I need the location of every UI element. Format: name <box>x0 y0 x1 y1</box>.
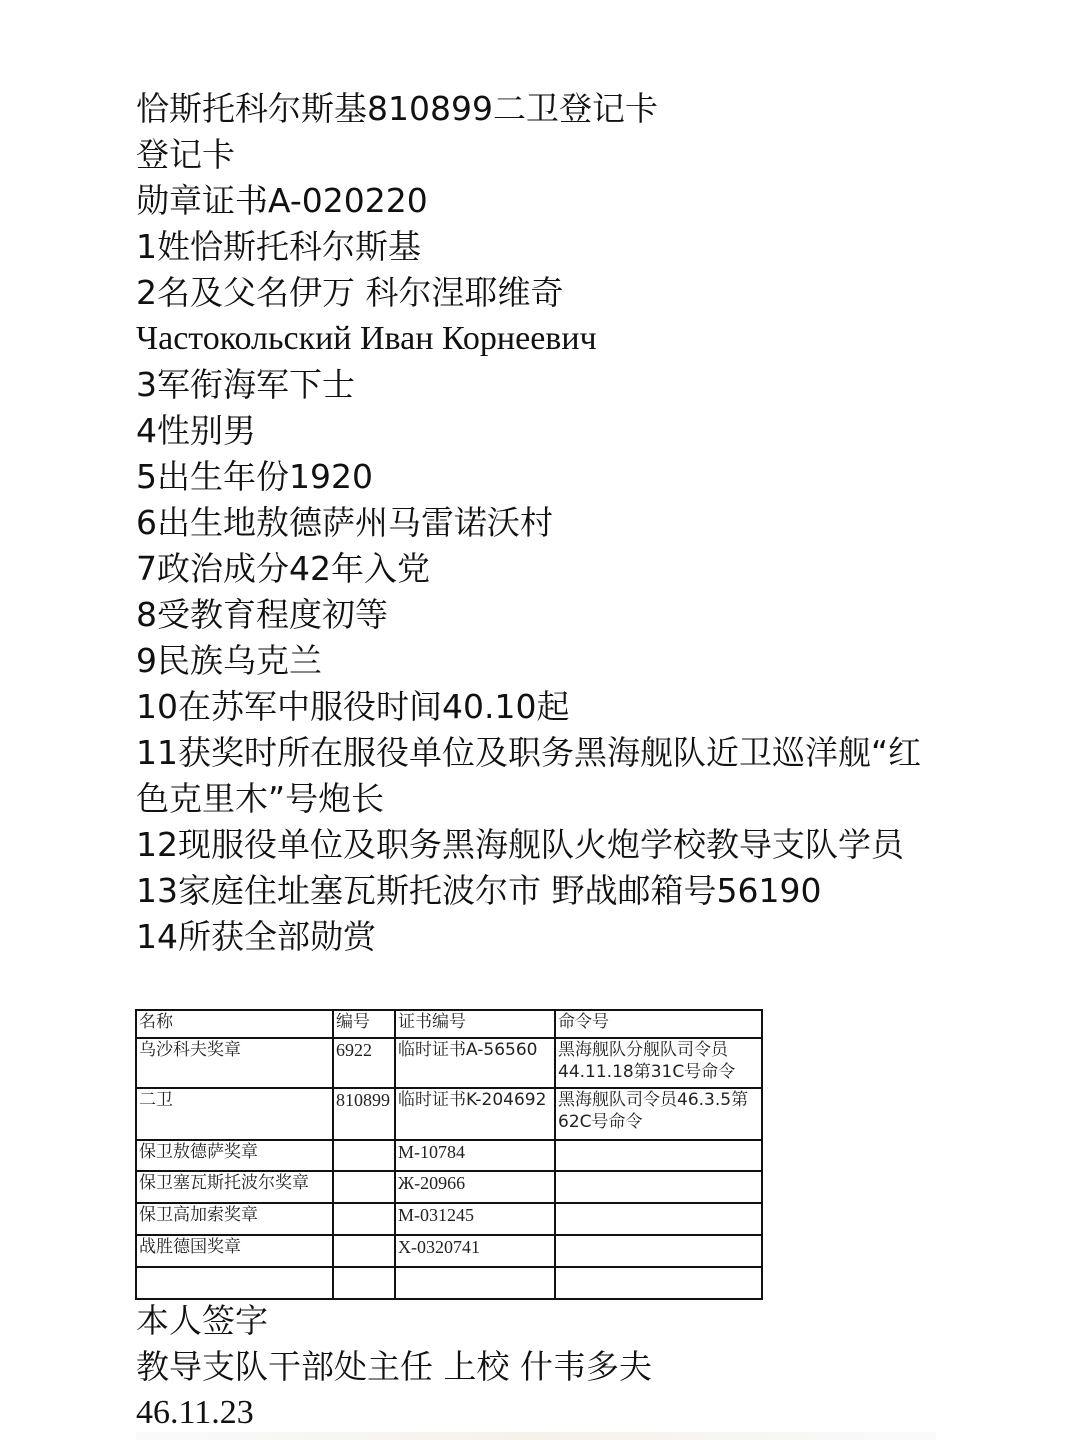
field-given-name: 2名及父名伊万 科尔涅耶维奇 <box>136 273 564 312</box>
field-current-unit: 12现服役单位及职务黑海舰队火炮学校教导支队学员 <box>136 825 904 864</box>
table-row <box>136 1267 762 1299</box>
field-education: 8受教育程度初等 <box>136 595 388 634</box>
cell-number <box>333 1203 395 1235</box>
cell-certificate: 临时证书A-56560 <box>395 1038 555 1088</box>
cell-order <box>555 1267 762 1299</box>
cell-number: 6922 <box>333 1038 395 1088</box>
cell-name: 二卫 <box>136 1088 333 1140</box>
cell-number <box>333 1267 395 1299</box>
header-certificate: 证书编号 <box>395 1010 555 1038</box>
cell-certificate: 临时证书K-204692 <box>395 1088 555 1140</box>
table-row <box>136 1140 762 1171</box>
cell-number <box>333 1140 395 1171</box>
cell-certificate: X-0320741 <box>395 1235 555 1267</box>
officer-signature: 教导支队干部处主任 上校 什韦多夫 <box>136 1347 652 1386</box>
registration-card <box>136 86 956 960</box>
field-service-start: 10在苏军中服役时间40.10起 <box>136 687 570 726</box>
table-row <box>136 1171 762 1203</box>
field-all-awards: 14所获全部勋赏 <box>136 917 376 956</box>
cell-name: 战胜德国奖章 <box>136 1235 333 1267</box>
field-rank: 3军衔海军下士 <box>136 365 355 404</box>
cell-certificate: Ж-20966 <box>395 1171 555 1203</box>
cell-certificate: M-10784 <box>395 1140 555 1171</box>
cell-number <box>333 1235 395 1267</box>
cell-order <box>555 1140 762 1171</box>
table-row <box>136 1203 762 1235</box>
cell-order <box>555 1235 762 1267</box>
field-party: 7政治成分42年入党 <box>136 549 430 588</box>
cell-order <box>555 1203 762 1235</box>
header-order: 命令号 <box>555 1010 762 1038</box>
field-name-russian: Частокольский Иван Корнеевич <box>136 320 597 357</box>
header-name: 名称 <box>136 1010 333 1038</box>
card-footer <box>136 1298 652 1436</box>
cell-name: 保卫高加索奖章 <box>136 1203 333 1235</box>
field-birthplace: 6出生地敖德萨州马雷诺沃村 <box>136 503 553 542</box>
cell-number <box>333 1171 395 1203</box>
cell-certificate: M-031245 <box>395 1203 555 1235</box>
field-home-address: 13家庭住址塞瓦斯托波尔市 野战邮箱号56190 <box>136 871 822 910</box>
table-row <box>136 1088 762 1140</box>
header-number: 编号 <box>333 1010 395 1038</box>
cell-order: 黑海舰队司令员46.3.5第62C号命令 <box>555 1088 762 1140</box>
table-row <box>136 1235 762 1267</box>
document-title: 恰斯托科尔斯基810899二卫登记卡 <box>136 89 658 128</box>
card-date: 46.11.23 <box>136 1394 254 1431</box>
cell-name <box>136 1267 333 1299</box>
field-unit-at-award: 11获奖时所在服役单位及职务黑海舰队近卫巡洋舰“红色克里木”号炮长 <box>136 733 922 818</box>
cell-order: 黑海舰队分舰队司令员44.11.18第31C号命令 <box>555 1038 762 1088</box>
cell-name: 乌沙科夫奖章 <box>136 1038 333 1088</box>
cell-number: 810899 <box>333 1088 395 1140</box>
table-row <box>136 1038 762 1088</box>
cell-order <box>555 1171 762 1203</box>
field-birth-year: 5出生年份1920 <box>136 457 373 496</box>
cell-name: 保卫塞瓦斯托波尔奖章 <box>136 1171 333 1203</box>
document-subtitle: 登记卡 <box>136 135 235 174</box>
table-header-row <box>136 1010 762 1038</box>
awards-table <box>135 1009 763 1300</box>
field-nationality: 9民族乌克兰 <box>136 641 322 680</box>
field-surname: 1姓恰斯托科尔斯基 <box>136 227 421 266</box>
page-edge-strip <box>136 1432 936 1440</box>
cell-name: 保卫敖德萨奖章 <box>136 1140 333 1171</box>
medal-certificate: 勋章证书A-020220 <box>136 181 428 220</box>
field-sex: 4性别男 <box>136 411 256 450</box>
cell-certificate <box>395 1267 555 1299</box>
signature-label: 本人签字 <box>136 1301 268 1340</box>
